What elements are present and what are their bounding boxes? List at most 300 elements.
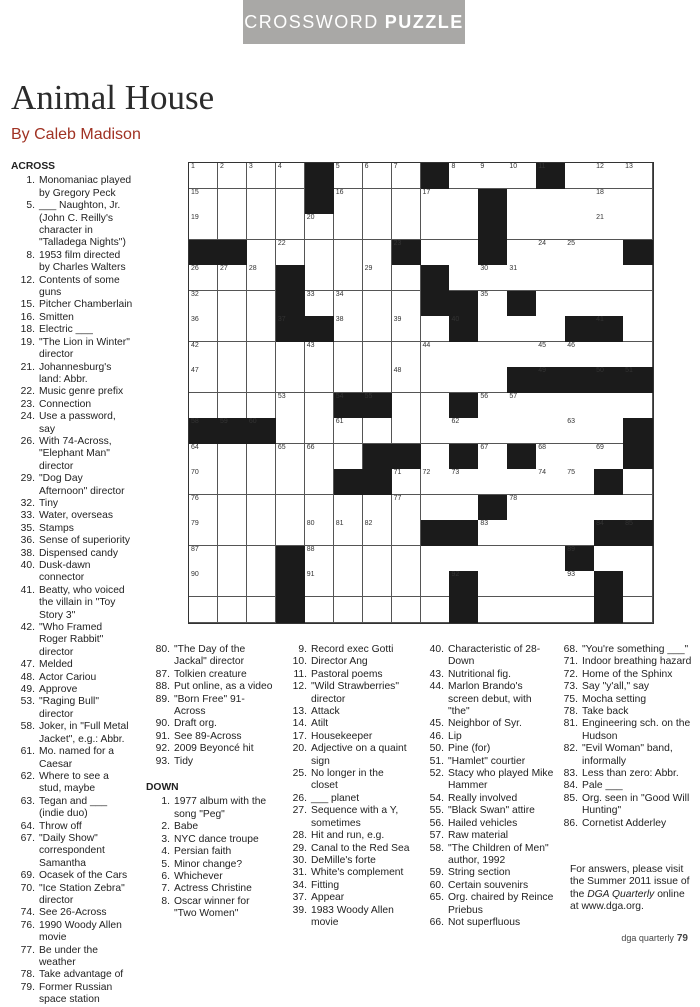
cell-number: 49 (538, 367, 547, 374)
grid-cell (276, 520, 305, 546)
grid-cell (594, 189, 623, 215)
grid-cell (421, 240, 450, 266)
grid-cell (536, 291, 565, 317)
grid-cell (218, 495, 247, 521)
grid-cell (247, 240, 276, 266)
grid-cell (565, 393, 594, 419)
clue-item (11, 535, 133, 547)
clue-number: 85. (563, 792, 578, 804)
clue-number: 50. (429, 743, 444, 755)
cell-number: 87 (191, 545, 199, 553)
cell-number: 44 (422, 341, 431, 349)
clue-number: 34. (292, 879, 307, 891)
grid-cell (189, 495, 218, 521)
clue-item (11, 200, 133, 250)
grid-cell (363, 342, 392, 368)
clue-text: 1977 album with the song "Peg" (174, 796, 267, 820)
grid-cell (276, 342, 305, 368)
clue-item (11, 585, 133, 622)
grid-cell (189, 291, 218, 317)
cell-number: 75 (567, 469, 575, 476)
clue-text: Certain souvenirs (448, 879, 529, 891)
clue-number: 12. (20, 274, 35, 286)
black-square (594, 469, 623, 495)
clue-item (146, 731, 274, 743)
black-square (449, 571, 478, 597)
grid-cell (536, 520, 565, 546)
grid-cell (247, 444, 276, 470)
clue-text: Atilt (311, 718, 329, 730)
grid-cell (334, 316, 363, 342)
grid-cell (218, 265, 247, 291)
grid-cell (189, 342, 218, 368)
clue-text: Pine (for) (448, 743, 491, 755)
clue-number: 5. (26, 200, 35, 212)
clue-text: String section (448, 867, 511, 879)
grid-cell (565, 214, 594, 240)
cell-number: 56 (480, 392, 489, 400)
grid-cell (392, 265, 421, 291)
clue-number: 15. (20, 299, 35, 311)
clue-text: NYC dance troupe (174, 833, 259, 845)
clue-text: "You're something ___" (582, 644, 689, 655)
black-square (276, 265, 305, 291)
clue-text: Smitten (39, 311, 74, 323)
clue-text: Former Russian space station (39, 981, 113, 1006)
clue-text: Tidy (174, 755, 194, 767)
clue-text: 1990 Woody Allen movie (39, 919, 122, 944)
clue-text: 2009 Beyoncé hit (174, 743, 254, 755)
clue-number: 77. (20, 944, 35, 956)
grid-cell (334, 367, 363, 393)
black-square (478, 189, 507, 215)
clue-text: Org. seen in "Good Will Hunting" (582, 792, 690, 817)
clue-number: 72. (563, 668, 578, 680)
grid-cell (594, 265, 623, 291)
grid-cell (478, 444, 507, 470)
grid-cell (421, 367, 450, 393)
clue-text: See 26-Across (39, 907, 107, 919)
grid-cell (449, 546, 478, 572)
clue-text: Where to see a stud, maybe (39, 770, 109, 795)
black-square (449, 520, 478, 546)
cell-number: 85 (625, 520, 633, 527)
grid-cell (594, 393, 623, 419)
clue-text: Whichever (174, 870, 223, 882)
grid-cell (507, 393, 536, 419)
clue-text: Tolkien creature (174, 668, 247, 680)
black-square (478, 240, 507, 266)
grid-cell (189, 316, 218, 342)
clue-text: Stamps (39, 522, 74, 534)
clue-item (11, 337, 133, 362)
clue-item (283, 681, 411, 706)
clue-item (283, 843, 411, 855)
grid-cell (623, 316, 652, 342)
clue-item (420, 880, 555, 892)
grid-cell (536, 571, 565, 597)
grid-cell (623, 214, 652, 240)
grid-cell (392, 418, 421, 444)
clue-text: Marlon Brando's screen debut, with "the" (448, 681, 532, 718)
clue-item (554, 818, 694, 830)
cell-number: 79 (191, 520, 199, 527)
clue-text: Hit and run, e.g. (311, 830, 385, 842)
clue-item (420, 830, 555, 842)
clue-number: 6. (161, 870, 170, 882)
cell-number: 3 (248, 163, 253, 170)
clue-number: 87. (155, 668, 170, 680)
grid-cell (392, 342, 421, 368)
clue-text: "Daily Show" correspondent Samantha (39, 832, 105, 869)
cell-number: 73 (451, 469, 460, 476)
grid-cell (565, 418, 594, 444)
grid-cell (305, 546, 334, 572)
cell-number: 22 (277, 239, 286, 247)
clue-text: Fitting (311, 879, 340, 891)
grid-cell (594, 342, 623, 368)
cell-number: 11 (538, 163, 546, 170)
clue-text: "Wild Strawberries" director (311, 681, 399, 705)
clue-text: Adjective on a quaint sign (311, 743, 407, 767)
grid-cell (392, 163, 421, 189)
puzzle-title: Animal House (11, 78, 215, 117)
clue-number: 2. (161, 821, 170, 833)
black-square (594, 316, 623, 342)
grid-cell (305, 469, 334, 495)
clue-number: 46. (429, 730, 444, 742)
grid-cell (305, 418, 334, 444)
grid-cell (449, 163, 478, 189)
grid-cell (305, 393, 334, 419)
cell-number: 88 (306, 545, 315, 553)
grid-cell (565, 291, 594, 317)
black-square (507, 367, 536, 393)
grid-cell (247, 214, 276, 240)
grid-cell (421, 597, 450, 623)
clue-text: Say "y'all," say (582, 681, 650, 693)
down-heading: DOWN (146, 782, 179, 794)
grid-cell (623, 163, 652, 189)
clue-number: 47. (20, 659, 35, 671)
clue-text: Raw material (448, 830, 509, 842)
grid-cell (507, 571, 536, 597)
clue-number: 68. (563, 644, 578, 655)
black-square (334, 393, 363, 419)
clue-number: 69. (20, 870, 35, 882)
clue-number: 78. (20, 969, 35, 981)
cell-number: 59 (219, 418, 228, 425)
black-square (565, 316, 594, 342)
clue-number: 88. (155, 681, 170, 693)
grid-cell (594, 214, 623, 240)
clue-number: 42. (20, 622, 35, 634)
cell-number: 34 (335, 290, 344, 298)
grid-cell (392, 367, 421, 393)
clue-text: "Ice Station Zebra" director (39, 882, 125, 906)
clue-item (283, 805, 411, 830)
clue-item (11, 870, 133, 882)
cell-number: 48 (393, 367, 402, 374)
grid-cell (305, 520, 334, 546)
clue-number: 17. (292, 730, 307, 742)
clue-number: 63. (20, 795, 35, 807)
grid-cell (565, 163, 594, 189)
clue-text: Monomaniac played by Gregory Peck (39, 175, 132, 199)
clue-item (283, 880, 411, 892)
clue-text: "Who Framed Roger Rabbit" director (39, 622, 104, 658)
clue-item (146, 896, 274, 921)
grid-cell (334, 444, 363, 470)
clue-item (11, 473, 133, 498)
clue-number: 4. (161, 846, 170, 858)
clues-column-2 (146, 644, 274, 921)
black-square (392, 444, 421, 470)
black-square (507, 291, 536, 317)
black-square (421, 520, 450, 546)
clue-text: "Hamlet" courtier (448, 755, 526, 767)
clue-item (11, 386, 133, 398)
grid-cell (363, 291, 392, 317)
clue-text: Hailed vehicles (448, 817, 518, 829)
grid-cell (421, 418, 450, 444)
clue-number: 71. (563, 656, 578, 668)
clue-number: 14. (292, 718, 307, 730)
clue-text: Approve (39, 684, 78, 696)
grid-cell (449, 342, 478, 368)
grid-cell (392, 214, 421, 240)
clue-number: 5. (161, 858, 170, 870)
clue-text: Canal to the Red Sea (311, 842, 410, 854)
cell-number: 18 (596, 188, 604, 196)
grid-cell (363, 265, 392, 291)
grid-cell (334, 597, 363, 623)
clue-number: 66. (429, 916, 444, 928)
grid-cell (276, 469, 305, 495)
grid-cell (449, 214, 478, 240)
clue-item (554, 793, 694, 818)
cell-number: 81 (335, 520, 344, 527)
grid-cell (507, 342, 536, 368)
cell-number: 33 (306, 290, 315, 298)
grid-cell (507, 520, 536, 546)
clue-number: 21. (20, 361, 35, 373)
grid-cell (565, 495, 594, 521)
cell-number: 24 (538, 239, 547, 247)
clue-text: 1953 film directed by Charles Walters (39, 249, 126, 274)
grid-cell (594, 495, 623, 521)
clue-item (146, 796, 274, 821)
clue-item (420, 743, 555, 755)
clue-text: Really involved (448, 792, 518, 804)
clue-number: 51. (429, 755, 444, 767)
clue-text: Dispensed candy (39, 547, 118, 559)
clue-item (146, 871, 274, 883)
clue-number: 83. (563, 768, 578, 780)
clue-text: Put online, as a video (174, 681, 273, 693)
grid-cell (276, 189, 305, 215)
grid-cell (218, 571, 247, 597)
grid-cell (218, 316, 247, 342)
clue-item (11, 523, 133, 535)
clue-text: Babe (174, 821, 199, 833)
clue-number: 61. (20, 746, 35, 758)
clue-text: Pale ___ (582, 780, 623, 792)
clue-item (554, 681, 694, 693)
grid-cell (536, 240, 565, 266)
grid-cell (594, 444, 623, 470)
cell-number: 30 (480, 265, 489, 272)
clue-number: 22. (20, 386, 35, 398)
clue-number: 18. (20, 324, 35, 336)
grid-cell (334, 163, 363, 189)
grid-cell (334, 214, 363, 240)
clue-number: 75. (563, 693, 578, 705)
cell-number: 39 (393, 316, 402, 323)
grid-cell (305, 367, 334, 393)
clue-number: 36. (20, 535, 35, 547)
clue-number: 29. (20, 473, 35, 485)
cell-number: 20 (306, 214, 315, 221)
cell-number: 36 (191, 316, 199, 323)
cell-number: 92 (451, 571, 460, 578)
down-clues-column-3 (283, 644, 411, 929)
cell-number: 69 (596, 443, 604, 451)
clue-item (11, 622, 133, 659)
cell-number: 25 (567, 239, 575, 247)
grid-cell (392, 571, 421, 597)
clue-number: 9. (298, 644, 307, 655)
cell-number: 23 (393, 239, 402, 247)
grid-cell (276, 495, 305, 521)
cell-number: 12 (596, 163, 604, 170)
clue-item (554, 656, 694, 668)
grid-cell (334, 342, 363, 368)
clue-text: "Dog Day Afternoon" director (39, 473, 125, 497)
grid-cell (305, 495, 334, 521)
clue-text: Dusk-dawn connector (39, 560, 91, 584)
grid-cell (363, 189, 392, 215)
black-square (449, 597, 478, 623)
clue-text: Take advantage of (39, 969, 124, 981)
clue-text: Nutritional fig. (448, 668, 511, 680)
cell-number: 47 (191, 367, 199, 374)
clue-number: 3. (161, 833, 170, 845)
grid-cell (536, 444, 565, 470)
black-square (363, 393, 392, 419)
cell-number: 16 (335, 188, 344, 196)
grid-cell (276, 214, 305, 240)
grid-cell (247, 367, 276, 393)
clue-item (11, 250, 133, 275)
grid-cell (536, 469, 565, 495)
grid-cell (478, 520, 507, 546)
clue-text: Use a password, say (39, 411, 116, 435)
clue-number: 58. (429, 842, 444, 854)
clue-text: Contents of some guns (39, 274, 120, 299)
black-square (594, 597, 623, 623)
clue-item (283, 867, 411, 879)
cell-number: 78 (509, 494, 518, 502)
black-square (623, 367, 652, 393)
grid-cell (305, 240, 334, 266)
clue-item (11, 796, 133, 821)
cell-number: 76 (191, 494, 199, 502)
clue-number: 86. (563, 817, 578, 829)
grid-cell (565, 189, 594, 215)
clue-number: 55. (429, 805, 444, 817)
clue-number: 67. (20, 832, 35, 844)
grid-cell (594, 546, 623, 572)
clue-text: ___ planet (311, 792, 360, 804)
grid-cell (623, 342, 652, 368)
cell-number: 58 (191, 418, 199, 425)
grid-cell (392, 393, 421, 419)
grid-cell (623, 469, 652, 495)
grid-cell (507, 418, 536, 444)
grid-cell (247, 291, 276, 317)
black-square (276, 571, 305, 597)
clue-number: 41. (20, 584, 35, 596)
grid-cell (305, 265, 334, 291)
grid-cell (363, 520, 392, 546)
cell-number: 27 (219, 265, 228, 272)
grid-cell (305, 597, 334, 623)
clue-item (11, 299, 133, 311)
grid-cell (594, 240, 623, 266)
black-square (507, 444, 536, 470)
clue-item (420, 917, 555, 929)
grid-cell (478, 163, 507, 189)
grid-cell (189, 393, 218, 419)
grid-cell (421, 444, 450, 470)
cell-number: 53 (277, 392, 286, 400)
grid-cell (507, 469, 536, 495)
grid-cell (421, 214, 450, 240)
grid-cell (218, 163, 247, 189)
clue-item (11, 399, 133, 411)
grid-cell (421, 393, 450, 419)
clue-item (283, 768, 411, 793)
grid-cell (189, 597, 218, 623)
grid-cell (565, 265, 594, 291)
clue-text: See 89-Across (174, 730, 242, 742)
grid-cell (565, 520, 594, 546)
grid-cell (421, 342, 450, 368)
clue-number: 89. (155, 693, 170, 705)
across-clues-column-1 (11, 161, 133, 1007)
clue-text: Mocha setting (582, 693, 647, 705)
grid-cell (392, 189, 421, 215)
grid-cell (305, 342, 334, 368)
grid-cell (218, 214, 247, 240)
grid-cell (565, 240, 594, 266)
grid-cell (392, 546, 421, 572)
cell-number: 62 (451, 418, 460, 425)
grid-cell (247, 393, 276, 419)
cell-number: 19 (191, 214, 199, 221)
black-square (623, 240, 652, 266)
black-square (449, 316, 478, 342)
cell-number: 71 (393, 469, 402, 476)
clue-number: 93. (155, 755, 170, 767)
grid-cell (276, 163, 305, 189)
clue-item (146, 821, 274, 833)
clue-item (11, 746, 133, 771)
clue-number: 31. (292, 867, 307, 879)
clue-number: 20. (292, 743, 307, 755)
cell-number: 51 (625, 367, 633, 374)
